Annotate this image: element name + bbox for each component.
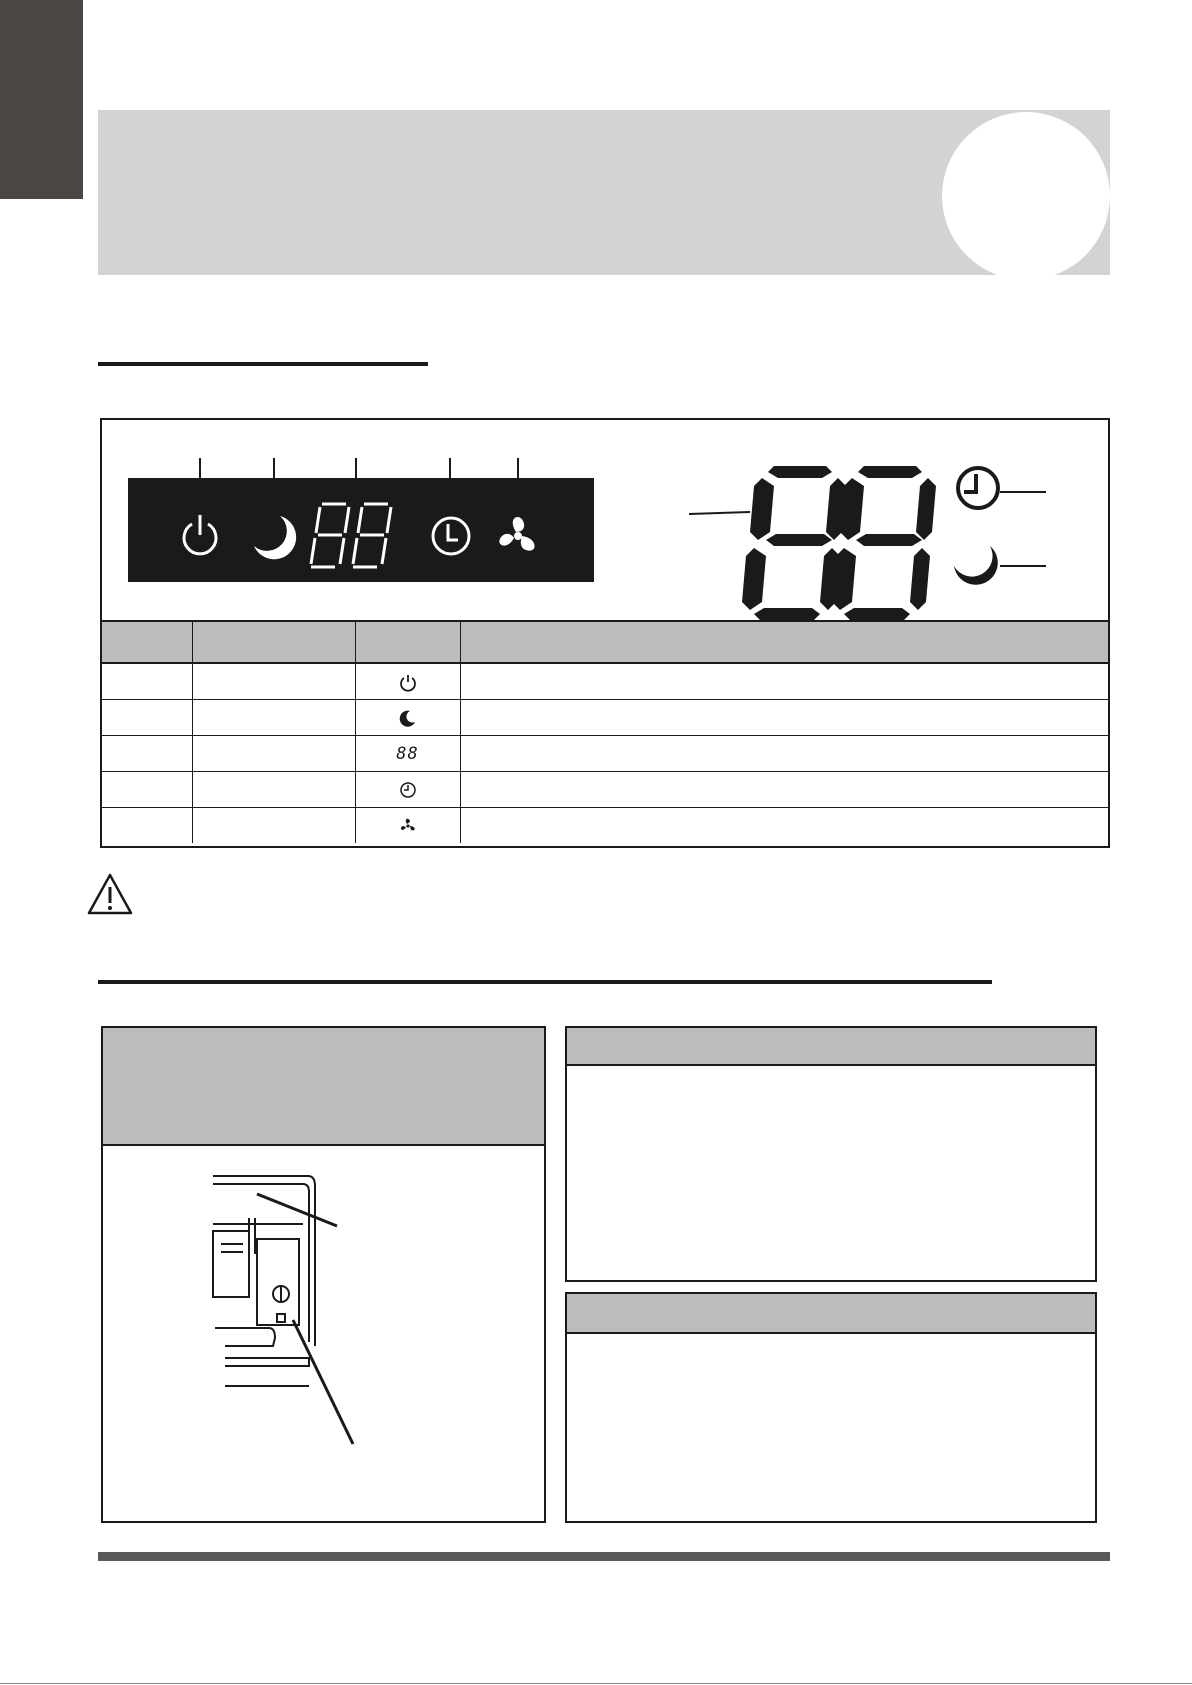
power-icon (355, 663, 460, 700)
side-tab (0, 0, 83, 199)
info-box-upper (565, 1026, 1097, 1282)
digital-display-icon (355, 736, 460, 772)
table-header-cell (460, 621, 1108, 663)
table-row (102, 736, 1108, 772)
table-header-cell (355, 621, 460, 663)
header-band (98, 110, 1110, 275)
right-clock-icon (958, 468, 998, 508)
right-display-digits (742, 466, 936, 620)
info-box-lower-header (567, 1294, 1095, 1334)
section-heading-underline (98, 362, 428, 366)
control-panel-table (102, 620, 1108, 843)
info-box-lower (565, 1292, 1097, 1523)
table-row (102, 663, 1108, 700)
timer-clock-icon (355, 772, 460, 808)
illustration-box (101, 1026, 546, 1523)
table-row (102, 808, 1108, 844)
table-row (102, 700, 1108, 736)
table-row (102, 772, 1108, 808)
unit-illustration (103, 1146, 544, 1521)
warning-triangle-icon (86, 872, 134, 916)
footer-line (0, 1683, 1192, 1684)
control-panel-box (100, 418, 1110, 848)
right-moon-icon (954, 546, 998, 585)
table-header-row (102, 621, 1108, 663)
bottom-bar (98, 1552, 1110, 1561)
table-header-cell (102, 621, 192, 663)
table-header-cell (192, 621, 355, 663)
control-panel-illustration (102, 420, 1108, 620)
display-symbol-text: 88 (396, 743, 419, 764)
section-heading-underline (98, 980, 992, 984)
sleep-moon-icon (355, 700, 460, 736)
info-box-upper-header (567, 1028, 1095, 1066)
header-circle (942, 112, 1110, 275)
illustration-box-header (103, 1028, 544, 1146)
fan-icon (355, 808, 460, 844)
